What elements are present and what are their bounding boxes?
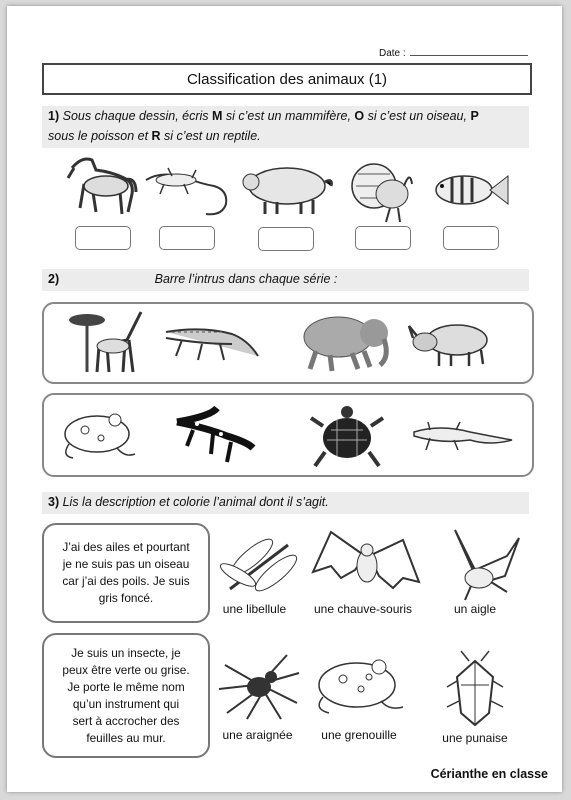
pig-icon: [237, 156, 337, 218]
frog-option-icon[interactable]: [309, 649, 409, 719]
spider-icon[interactable]: [217, 651, 302, 721]
riddle-1-line: J’ai des ailes et pourtant: [62, 540, 190, 554]
option-stinkbug: une punaise: [442, 731, 508, 745]
q1-number: 1): [48, 109, 60, 123]
q1-text-a: Sous chaque dessin, écris: [62, 109, 212, 123]
date-field: [379, 46, 528, 59]
riddle-2-line: peux être verte ou grise.: [62, 662, 190, 677]
newt-icon: [410, 418, 515, 454]
crocodile-icon: [162, 312, 262, 372]
horse-icon: [62, 148, 137, 223]
q2-text: Barre l’intrus dans chaque série :: [154, 272, 338, 286]
salamander-icon: [167, 402, 257, 470]
credit-text: Cérianthe en classe: [430, 767, 548, 781]
answer-box-3[interactable]: [258, 227, 314, 251]
option-spider: une araignée: [222, 728, 293, 742]
riddle-1-box: [42, 523, 210, 623]
riddle-2-line: feuilles au mur.: [86, 730, 166, 745]
riddle-2-line: qu’un instrument qui: [72, 696, 180, 711]
q2-instruction: [42, 269, 529, 291]
q3-instruction: [42, 492, 529, 514]
q3-text: Lis la description et colorie l’animal dont il s’agit.: [62, 495, 329, 509]
riddle-1-line: je ne suis pas un oiseau: [62, 557, 190, 571]
riddle-2-line: Je suis un insecte, je: [71, 645, 181, 660]
answer-box-1[interactable]: [75, 226, 131, 250]
dragonfly-icon[interactable]: [210, 533, 305, 598]
rhinoceros-icon: [407, 318, 497, 368]
q1-text-c: si c’est un oiseau,: [364, 109, 471, 123]
stinkbug-icon[interactable]: [445, 651, 505, 729]
option-bat: une chauve-souris: [313, 602, 413, 616]
q1-instruction: [42, 106, 529, 148]
worksheet-page: [7, 6, 562, 792]
bat-icon[interactable]: [311, 526, 421, 604]
riddle-1-line: car j’ai des poils. Je suis: [62, 574, 190, 588]
turkey-icon: [350, 156, 420, 226]
riddle-2-box: [42, 633, 210, 758]
q1-text-d: sous le poisson et: [48, 129, 152, 143]
giraffe-icon: [67, 306, 152, 378]
option-eagle: un aigle: [453, 602, 497, 616]
page-title: Classification des animaux (1): [42, 63, 532, 95]
option-dragonfly: une libellule: [222, 602, 287, 616]
lizard-icon: [142, 156, 232, 221]
letter-r: R: [151, 129, 161, 143]
elephant-icon: [292, 311, 392, 373]
frog-icon: [57, 404, 142, 462]
riddle-1-line: gris foncé.: [98, 591, 154, 605]
date-line[interactable]: [410, 46, 528, 56]
letter-m: M: [212, 109, 223, 123]
letter-o: O: [354, 109, 365, 123]
riddle-2-line: sert à accrocher des: [72, 713, 180, 728]
date-label: Date :: [379, 48, 406, 59]
turtle-icon: [307, 400, 387, 472]
letter-p: P: [470, 109, 479, 123]
answer-box-2[interactable]: [159, 226, 215, 250]
riddle-2-line: Je porte le même nom: [67, 679, 185, 694]
option-frog: une grenouille: [321, 728, 397, 742]
fish-icon: [430, 166, 510, 216]
q3-number: 3): [48, 495, 60, 509]
q2-number: 2): [48, 272, 60, 286]
q1-text-b: si c’est un mammifère,: [222, 109, 355, 123]
eagle-icon[interactable]: [435, 526, 520, 604]
answer-box-4[interactable]: [355, 226, 411, 250]
q1-text-e: si c’est un reptile.: [160, 129, 261, 143]
answer-box-5[interactable]: [443, 226, 499, 250]
